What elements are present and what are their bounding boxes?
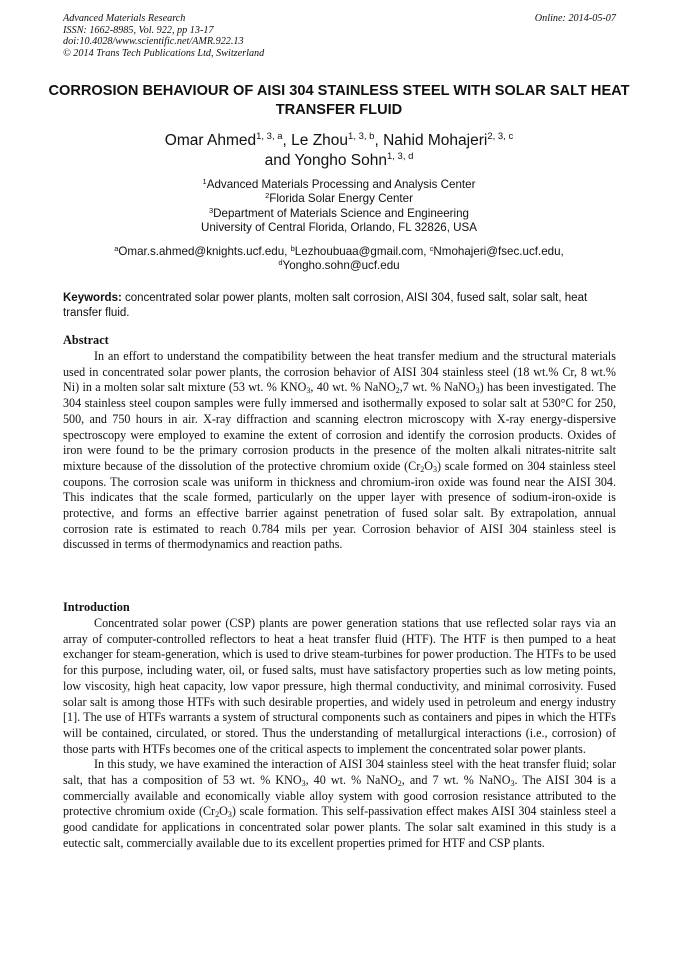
subscript: 2	[397, 779, 402, 789]
author-affiliation-marker: 1, 3, d	[387, 151, 414, 162]
text-run: , 40 wt. % NaNO	[305, 773, 398, 788]
text-run: O	[424, 458, 433, 473]
text-run: . The AISI 304 is a commercially available and economically viable alloy system with good corrosion resistance attributed to the protective chromium oxide (Cr	[63, 773, 616, 819]
author-separator: ,	[282, 132, 292, 149]
author-affiliation-marker: 1, 3, b	[348, 131, 375, 142]
author-name: Omar Ahmed	[164, 132, 257, 149]
introduction-body	[63, 616, 616, 852]
email-list	[40, 245, 638, 274]
email-marker: c	[429, 244, 434, 253]
subscript: 3	[475, 386, 480, 396]
text-run: ) has been investigated. The 304 stainless steel coupon samples were fully immersed and isothermally exposed to solar salt at 530°C for 250, 500, and 750 hours in air. X-ray diffraction and scanning electron microscopy with X-ray energy-dispersive spectroscopy were employed to examine the extent of corrosion and identify the corrosion products. Oxides of iron were found to be the primary corrosion products in the presence of the molten alkali nitrates-nitrite salt mixture because of the dissolution of the protective chromium oxide (Cr	[63, 380, 616, 473]
email-marker: b	[290, 244, 295, 253]
subscript: 3	[306, 386, 311, 396]
subscript: 3	[227, 810, 232, 820]
text-run: , 40 wt. % NaNO	[310, 380, 396, 395]
text-run: In an effort to understand the compatibility between the heat transfer medium and the structural materials used in concentrated solar power plants, the corrosion behavior of AISI 304 stainless steel (18 wt.% Cr, 8 wt.% Ni) in a molten solar salt mixture (53 wt. % KNO	[63, 349, 616, 395]
affiliation-text: Advanced Materials Processing and Analysis Center	[206, 178, 476, 191]
subscript: 2	[420, 464, 425, 474]
affiliation-text: Florida Solar Energy Center	[269, 192, 413, 206]
affiliation-marker: 3	[208, 205, 214, 215]
affiliation-list	[40, 178, 638, 235]
email-marker: d	[278, 258, 283, 268]
author-separator: ,	[374, 132, 384, 149]
text-run: ) scale formation. This self-passivation effect makes AISI 304 stainless steel a good candidate for applications in concentrated solar power plants. The solar salt examined in this study is a eutectic salt, commercially available due to its excellent properties primed for HTF and CSP plants.	[63, 804, 616, 850]
text-run: ,7 wt. % NaNO	[399, 380, 476, 395]
email-marker: a	[114, 244, 119, 253]
affiliation-marker: 2	[265, 191, 270, 201]
subscript: 3	[510, 779, 515, 789]
subscript: 2	[395, 386, 400, 396]
online-date: Online: 2014-05-07	[534, 13, 616, 24]
introduction-paragraph	[63, 757, 616, 851]
journal-name: Advanced Materials Research	[63, 13, 186, 24]
affiliation-line	[40, 192, 638, 206]
email-link[interactable]: Omar.s.ahmed@knights.ucf.edu,	[118, 245, 291, 258]
subscript: 2	[215, 810, 220, 820]
affiliation-text: Department of Materials Science and Engineering	[213, 206, 470, 220]
text-run: ) scale formed on 304 stainless steel coupons. The corrosion scale was uniform in thickness and chromium-iron oxide was found near the AISI 304. This indicates that the scale formed, particularly on the upper layer with presence of sodium-iron-oxide is protective, and forms an effective barrier against penetration of fused solar salt. By extrapolation, annual corrosion rate is estimated to reach 0.784 mils per year. Corrosion behavior of AISI 304 stainless steel is discussed in terms of thermodynamics and reaction paths.	[63, 458, 616, 552]
introduction-heading: Introduction	[63, 600, 130, 614]
email-link[interactable]: Nmohajeri@fsec.ucf.edu,	[433, 245, 564, 258]
journal-doi: doi:10.4028/www.scientific.net/AMR.922.13	[63, 36, 244, 48]
text-run: In this study, we have examined the interaction of AISI 304 stainless steel with the heat transfer fluid; solar salt, that has a composition of 53 wt. % KNO	[63, 757, 616, 788]
affiliation-text: University of Central Florida, Orlando, FL 32826, USA	[200, 220, 477, 234]
author-name: Nahid Mohajeri	[383, 132, 488, 149]
author-affiliation-marker: 1, 3, a	[256, 131, 283, 142]
author-affiliation-marker: 2, 3, c	[487, 131, 514, 142]
abstract-body	[63, 349, 616, 553]
affiliation-line	[40, 207, 638, 221]
author-name: Le Zhou	[291, 132, 349, 149]
introduction-paragraph: Concentrated solar power (CSP) plants are power generation stations that use reflected solar rays via an array of computer-controlled reflectors to heat a heat transfer fluid (HTF). The HTF is then pumped to a heat exchanger for steam-generation, which is used to drive steam-turbines for power production. The HTFs to be used for this purpose, including water, oil, or fused salts, must have satisfactory properties such as low meting points, low viscosity, high heat capacity, low vapor pressure, high thermal conductivity, and minimal corrosivity. Fused solar salt is among those HTFs with such desirable properties, and widely used in petroleum and energy industry [1]. The use of HTFs warrants a system of structural components such as containers and pipes in which the HTFs will be contained, circulated, or stored. Thus the understanding of metallurgical interactions (i.e., corrosion) of those parts with HTFs becomes one of the critical aspects to implement the concentrated solar power plants.	[63, 616, 616, 756]
text-run: , and 7 wt. % NaNO	[401, 773, 511, 788]
abstract-paragraph	[63, 349, 616, 553]
affiliation-marker: 1	[202, 177, 207, 186]
author-conjunction: and	[264, 152, 295, 169]
affiliation-line	[40, 178, 638, 192]
affiliation-line	[40, 221, 638, 235]
journal-copyright: © 2014 Trans Tech Publications Ltd, Switzerland	[63, 47, 265, 59]
keywords-text: concentrated solar power plants, molten salt corrosion, AISI 304, fused salt, solar salt, heat transfer fluid.	[63, 292, 588, 319]
subscript: 3	[432, 464, 437, 474]
keywords-label: Keywords:	[63, 292, 122, 304]
author-list	[40, 131, 638, 171]
paper-title: CORROSION BEHAVIOUR OF AISI 304 STAINLESS STEEL WITH SOLAR SALT HEAT TRANSFER FLUID	[48, 83, 630, 118]
journal-header	[63, 13, 616, 59]
text-run: O	[219, 804, 228, 819]
email-link[interactable]: Yongho.sohn@ucf.edu	[282, 259, 400, 273]
abstract-heading: Abstract	[63, 333, 109, 347]
author-name: Yongho Sohn	[294, 152, 387, 169]
journal-issn: ISSN: 1662-8985, Vol. 922, pp 13-17	[63, 24, 214, 36]
keywords	[63, 291, 616, 320]
subscript: 3	[301, 779, 306, 789]
email-link[interactable]: Lezhoubuaa@gmail.com,	[294, 245, 430, 258]
